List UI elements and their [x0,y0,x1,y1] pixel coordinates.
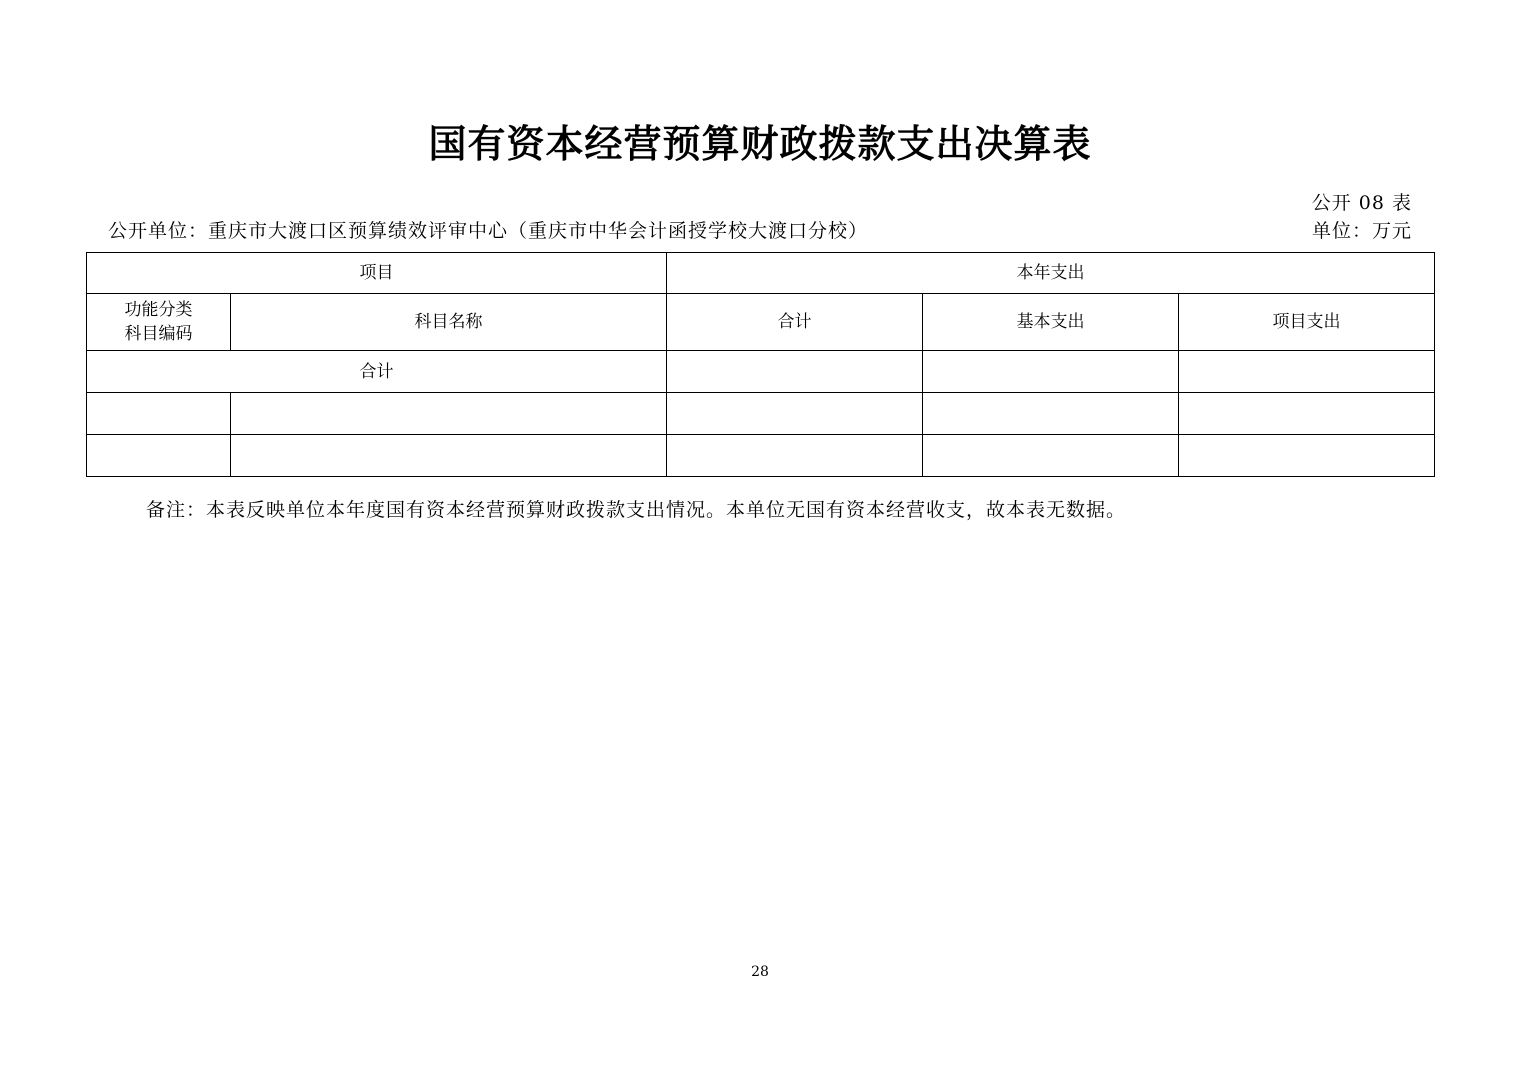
expenditure-table [86,252,1435,477]
reporting-unit: 公开单位：重庆市大渡口区预算绩效评审中心（重庆市中华会计函授学校大渡口分校） [108,220,869,242]
table-row [87,435,1435,477]
form-number: 公开 08 表 [1311,192,1412,214]
row-name [231,393,667,435]
header-code-line1: 功能分类 [124,300,193,320]
header-basic-expenditure: 基本支出 [923,294,1179,351]
total-row-basic [923,351,1179,393]
table-remark: 备注：本表反映单位本年度国有资本经营预算财政拨款支出情况。本单位无国有资本经营收支，故本表无数据。 [146,499,1127,521]
table-row [87,393,1435,435]
header-item: 项目 [87,253,667,294]
total-row-project [1179,351,1435,393]
table-header-row [87,253,1435,294]
row-name [231,435,667,477]
total-row-total [667,351,923,393]
table-subheader-row [87,294,1435,351]
currency-unit: 单位：万元 [1311,220,1412,242]
row-total [667,435,923,477]
row-total [667,393,923,435]
row-basic [923,435,1179,477]
row-basic [923,393,1179,435]
row-code [87,435,231,477]
header-subject-name: 科目名称 [231,294,667,351]
header-current-year: 本年支出 [667,253,1435,294]
row-project [1179,393,1435,435]
header-project-expenditure: 项目支出 [1179,294,1435,351]
header-function-code [87,294,231,351]
row-code [87,393,231,435]
table-total-row [87,351,1435,393]
header-total: 合计 [667,294,923,351]
header-code-line2: 科目编码 [124,324,193,344]
row-project [1179,435,1435,477]
total-row-label: 合计 [87,351,667,393]
page-number: 28 [751,964,769,980]
page-title: 国有资本经营预算财政拨款支出决算表 [428,122,1092,166]
